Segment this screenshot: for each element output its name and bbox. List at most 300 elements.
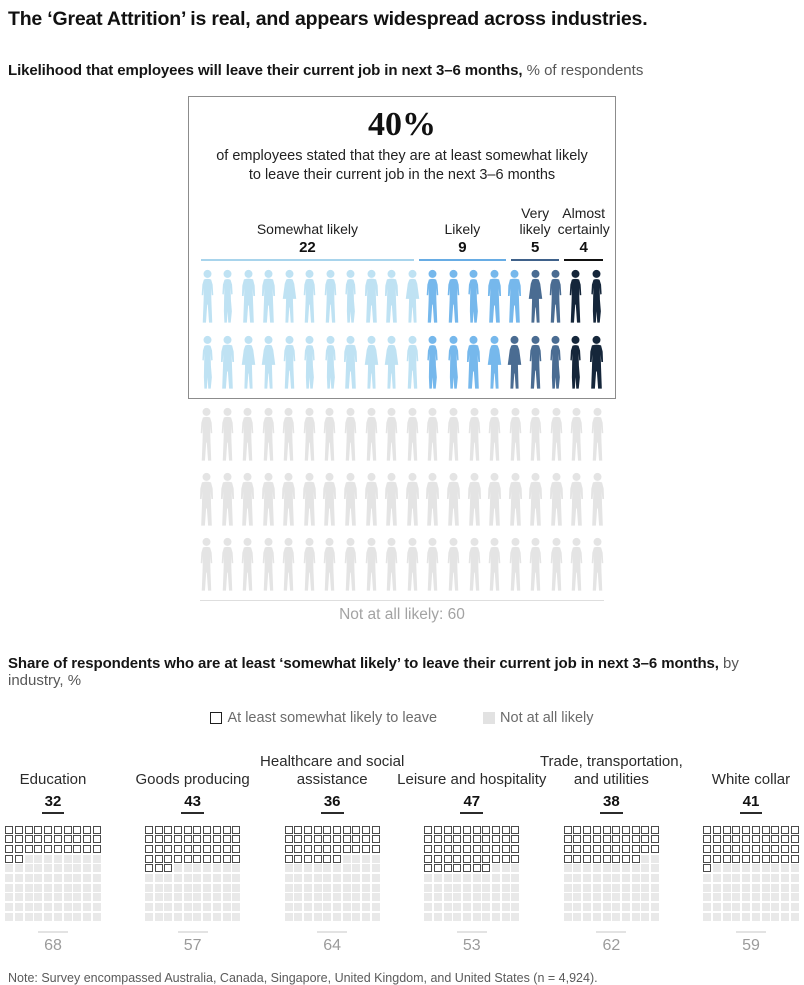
waffle-cell-likely	[713, 855, 721, 863]
waffle-cell-not-likely	[762, 864, 770, 872]
waffle-cell-not-likely	[73, 874, 81, 882]
person-icon	[465, 406, 484, 464]
person-icon	[280, 334, 299, 392]
waffle-cell-not-likely	[434, 913, 442, 921]
waffle-cell-not-likely	[791, 893, 799, 901]
waffle-cell-likely	[155, 845, 163, 853]
waffle-cell-not-likely	[314, 903, 322, 911]
waffle-cell-not-likely	[713, 874, 721, 882]
waffle-cell-not-likely	[25, 903, 33, 911]
waffle-cell-not-likely	[612, 893, 620, 901]
waffle-cell-not-likely	[155, 893, 163, 901]
industry-not-likely-value: 59	[742, 936, 760, 954]
waffle-cell-not-likely	[372, 913, 380, 921]
waffle-cell-likely	[453, 835, 461, 843]
category-value: 9	[458, 238, 467, 256]
waffle-cell-not-likely	[511, 874, 519, 882]
waffle-cell-likely	[232, 845, 240, 853]
waffle-cell-likely	[593, 845, 601, 853]
waffle-cell-likely	[752, 835, 760, 843]
person-icon	[320, 471, 339, 529]
waffle-cell-not-likely	[781, 893, 789, 901]
waffle-cell-not-likely	[453, 893, 461, 901]
person-icon	[218, 268, 237, 326]
waffle-grid	[145, 826, 240, 921]
waffle-cell-likely	[703, 855, 711, 863]
waffle-cell-likely	[791, 845, 799, 853]
waffle-cell-not-likely	[703, 893, 711, 901]
waffle-cell-not-likely	[723, 893, 731, 901]
waffle-cell-not-likely	[193, 864, 201, 872]
category-label: Very likely	[519, 205, 551, 237]
industry-column-goods-producing	[135, 750, 250, 955]
person-icon	[506, 536, 525, 594]
waffle-cell-not-likely	[573, 903, 581, 911]
waffle-cell-not-likely	[203, 893, 211, 901]
waffle-cell-likely	[482, 826, 490, 834]
person-icon	[403, 268, 422, 326]
person-icon	[526, 406, 545, 464]
waffle-cell-not-likely	[473, 893, 481, 901]
waffle-cell-not-likely	[232, 893, 240, 901]
waffle-cell-not-likely	[174, 903, 182, 911]
waffle-cell-not-likely	[632, 864, 640, 872]
waffle-cell-not-likely	[511, 913, 519, 921]
waffle-cell-not-likely	[564, 884, 572, 892]
waffle-cell-not-likely	[285, 903, 293, 911]
person-icon	[259, 406, 278, 464]
waffle-cell-likely	[603, 855, 611, 863]
waffle-cell-not-likely	[444, 913, 452, 921]
industry-column-healthcare-and-social-assistance	[260, 750, 405, 955]
waffle-cell-likely	[174, 826, 182, 834]
waffle-cell-not-likely	[323, 893, 331, 901]
waffle-cell-likely	[511, 835, 519, 843]
waffle-cell-not-likely	[752, 903, 760, 911]
waffle-cell-not-likely	[314, 874, 322, 882]
waffle-legend	[0, 710, 804, 726]
waffle-cell-not-likely	[771, 874, 779, 882]
waffle-cell-not-likely	[333, 903, 341, 911]
waffle-cell-not-likely	[83, 903, 91, 911]
waffle-cell-likely	[781, 845, 789, 853]
waffle-cell-not-likely	[352, 864, 360, 872]
person-icon	[547, 406, 566, 464]
waffle-cell-not-likely	[193, 893, 201, 901]
waffle-cell-likely	[791, 835, 799, 843]
waffle-cell-not-likely	[762, 884, 770, 892]
waffle-cell-not-likely	[612, 874, 620, 882]
waffle-cell-likely	[771, 835, 779, 843]
waffle-cell-not-likely	[323, 884, 331, 892]
waffle-cell-not-likely	[603, 913, 611, 921]
waffle-cell-likely	[193, 826, 201, 834]
waffle-cell-not-likely	[573, 884, 581, 892]
waffle-cell-not-likely	[34, 864, 42, 872]
waffle-cell-likely	[593, 835, 601, 843]
likelihood-callout-box	[188, 96, 616, 399]
person-icon	[567, 536, 586, 594]
waffle-cell-not-likely	[203, 884, 211, 892]
waffle-cell-likely	[213, 835, 221, 843]
waffle-cell-not-likely	[651, 884, 659, 892]
person-icon	[546, 268, 565, 326]
waffle-cell-likely	[362, 826, 370, 834]
waffle-cell-likely	[44, 826, 52, 834]
waffle-cell-likely	[424, 835, 432, 843]
waffle-cell-not-likely	[593, 874, 601, 882]
waffle-cell-not-likely	[5, 913, 13, 921]
waffle-cell-not-likely	[463, 913, 471, 921]
waffle-cell-not-likely	[771, 884, 779, 892]
waffle-cell-likely	[482, 835, 490, 843]
waffle-cell-likely	[603, 845, 611, 853]
waffle-cell-likely	[193, 845, 201, 853]
waffle-cell-likely	[453, 855, 461, 863]
waffle-cell-not-likely	[145, 893, 153, 901]
industry-not-likely-value: 57	[183, 936, 202, 954]
waffle-cell-likely	[314, 835, 322, 843]
waffle-cell-likely	[184, 845, 192, 853]
waffle-cell-not-likely	[632, 874, 640, 882]
waffle-cell-not-likely	[752, 913, 760, 921]
waffle-cell-not-likely	[781, 913, 789, 921]
waffle-cell-likely	[444, 835, 452, 843]
waffle-cell-not-likely	[762, 893, 770, 901]
person-icon	[505, 334, 524, 392]
waffle-cell-likely	[492, 845, 500, 853]
waffle-cell-likely	[502, 835, 510, 843]
waffle-cell-likely	[323, 835, 331, 843]
waffle-cell-not-likely	[603, 874, 611, 882]
waffle-cell-likely	[314, 845, 322, 853]
person-icon	[465, 536, 484, 594]
industry-label: Goods producing	[135, 771, 250, 789]
waffle-cell-likely	[482, 855, 490, 863]
waffle-cell-likely	[492, 855, 500, 863]
waffle-cell-likely	[632, 835, 640, 843]
waffle-cell-not-likely	[5, 903, 13, 911]
category-value: 5	[530, 238, 540, 256]
waffle-cell-likely	[424, 855, 432, 863]
waffle-grid	[564, 826, 659, 921]
waffle-cell-not-likely	[304, 864, 312, 872]
waffle-cell-likely	[203, 855, 211, 863]
waffle-cell-not-likely	[492, 903, 500, 911]
waffle-cell-likely	[732, 835, 740, 843]
industry-bottom-divider	[178, 931, 208, 933]
waffle-cell-likely	[564, 826, 572, 834]
waffle-cell-not-likely	[723, 913, 731, 921]
waffle-cell-likely	[434, 826, 442, 834]
waffle-cell-likely	[703, 845, 711, 853]
person-icon	[362, 334, 381, 392]
waffle-cell-not-likely	[713, 913, 721, 921]
waffle-cell-not-likely	[732, 903, 740, 911]
waffle-cell-not-likely	[564, 864, 572, 872]
waffle-cell-likely	[145, 845, 153, 853]
waffle-cell-likely	[781, 835, 789, 843]
waffle-cell-not-likely	[333, 913, 341, 921]
waffle-cell-not-likely	[323, 864, 331, 872]
waffle-cell-not-likely	[145, 874, 153, 882]
waffle-cell-not-likely	[752, 864, 760, 872]
person-icon	[465, 471, 484, 529]
waffle-cell-not-likely	[155, 913, 163, 921]
waffle-cell-not-likely	[713, 884, 721, 892]
waffle-cell-not-likely	[742, 903, 750, 911]
person-icon	[300, 334, 319, 392]
industry-not-likely-value: 64	[323, 936, 342, 954]
legend-label: At least somewhat likely to leave	[227, 709, 438, 726]
waffle-cell-likely	[453, 826, 461, 834]
waffle-cell-likely	[723, 835, 731, 843]
chart2-heading-light: by industry, %	[8, 654, 739, 689]
person-icon	[547, 471, 566, 529]
waffle-cell-likely	[453, 864, 461, 872]
waffle-cell-not-likely	[762, 874, 770, 882]
waffle-cell-likely	[463, 835, 471, 843]
industry-likely-value: 32	[42, 793, 65, 814]
waffle-cell-likely	[164, 864, 172, 872]
waffle-grid	[5, 826, 100, 921]
waffle-cell-likely	[223, 835, 231, 843]
waffle-cell-not-likely	[343, 864, 351, 872]
waffle-cell-not-likely	[34, 855, 42, 863]
waffle-cell-not-likely	[333, 884, 341, 892]
waffle-cell-not-likely	[44, 903, 52, 911]
waffle-cell-likely	[372, 826, 380, 834]
waffle-cell-likely	[612, 855, 620, 863]
waffle-cell-likely	[323, 855, 331, 863]
waffle-cell-likely	[5, 845, 13, 853]
waffle-cell-likely	[184, 835, 192, 843]
waffle-cell-likely	[304, 826, 312, 834]
waffle-cell-not-likely	[732, 864, 740, 872]
waffle-cell-not-likely	[492, 884, 500, 892]
waffle-cell-not-likely	[444, 903, 452, 911]
waffle-cell-likely	[25, 845, 33, 853]
waffle-cell-not-likely	[424, 884, 432, 892]
waffle-cell-not-likely	[651, 874, 659, 882]
not-at-all-likely-figures	[197, 406, 607, 595]
waffle-cell-not-likely	[603, 903, 611, 911]
waffle-cell-likely	[174, 835, 182, 843]
person-icon	[382, 406, 401, 464]
person-icon	[506, 406, 525, 464]
waffle-cell-likely	[573, 826, 581, 834]
waffle-cell-likely	[5, 855, 13, 863]
waffle-cell-not-likely	[294, 893, 302, 901]
waffle-cell-not-likely	[5, 874, 13, 882]
waffle-cell-not-likely	[15, 874, 23, 882]
waffle-cell-not-likely	[203, 913, 211, 921]
waffle-cell-not-likely	[352, 903, 360, 911]
waffle-cell-not-likely	[742, 893, 750, 901]
person-icon	[279, 406, 298, 464]
waffle-cell-not-likely	[145, 903, 153, 911]
waffle-cell-likely	[25, 835, 33, 843]
waffle-cell-not-likely	[54, 913, 62, 921]
waffle-cell-likely	[492, 835, 500, 843]
waffle-cell-not-likely	[64, 913, 72, 921]
person-icon	[197, 406, 216, 464]
waffle-cell-not-likely	[193, 884, 201, 892]
waffle-cell-likely	[762, 826, 770, 834]
waffle-cell-not-likely	[44, 884, 52, 892]
person-icon	[362, 471, 381, 529]
waffle-cell-not-likely	[304, 913, 312, 921]
waffle-cell-likely	[742, 845, 750, 853]
waffle-cell-not-likely	[771, 893, 779, 901]
waffle-cell-not-likely	[73, 903, 81, 911]
waffle-cell-likely	[453, 845, 461, 853]
waffle-cell-not-likely	[622, 893, 630, 901]
person-icon	[423, 471, 442, 529]
person-icon	[444, 536, 463, 594]
waffle-cell-likely	[713, 826, 721, 834]
waffle-cell-not-likely	[593, 864, 601, 872]
waffle-cell-not-likely	[612, 903, 620, 911]
person-icon	[485, 334, 504, 392]
person-icon	[423, 406, 442, 464]
person-icon	[382, 536, 401, 594]
waffle-cell-not-likely	[573, 913, 581, 921]
waffle-cell-not-likely	[223, 884, 231, 892]
waffle-cell-not-likely	[155, 874, 163, 882]
waffle-cell-not-likely	[492, 913, 500, 921]
waffle-cell-not-likely	[641, 864, 649, 872]
person-icon	[341, 536, 360, 594]
waffle-cell-likely	[762, 835, 770, 843]
waffle-cell-not-likely	[64, 884, 72, 892]
waffle-cell-not-likely	[372, 903, 380, 911]
category-labels-row	[198, 205, 610, 260]
waffle-cell-not-likely	[771, 903, 779, 911]
waffle-cell-likely	[54, 826, 62, 834]
person-icon	[218, 536, 237, 594]
not-likely-swatch-icon	[483, 712, 495, 724]
person-icon	[320, 406, 339, 464]
waffle-cell-not-likely	[713, 864, 721, 872]
industry-bottom-divider	[457, 931, 487, 933]
waffle-cell-likely	[612, 835, 620, 843]
waffle-cell-likely	[333, 845, 341, 853]
waffle-cell-likely	[174, 855, 182, 863]
waffle-cell-not-likely	[762, 903, 770, 911]
person-icon	[423, 268, 442, 326]
waffle-cell-not-likely	[93, 864, 101, 872]
waffle-cell-not-likely	[771, 913, 779, 921]
waffle-cell-likely	[434, 845, 442, 853]
waffle-cell-not-likely	[583, 903, 591, 911]
waffle-cell-not-likely	[93, 874, 101, 882]
person-icon	[506, 471, 525, 529]
person-icon	[362, 268, 381, 326]
waffle-cell-not-likely	[492, 893, 500, 901]
waffle-cell-not-likely	[444, 874, 452, 882]
waffle-cell-not-likely	[314, 893, 322, 901]
chart1-heading	[8, 62, 796, 79]
waffle-cell-not-likely	[603, 884, 611, 892]
waffle-cell-not-likely	[343, 893, 351, 901]
waffle-cell-not-likely	[314, 884, 322, 892]
waffle-cell-not-likely	[73, 884, 81, 892]
waffle-cell-not-likely	[424, 893, 432, 901]
industry-column-trade-transportation-and-utilities	[539, 750, 683, 955]
waffle-cell-not-likely	[791, 884, 799, 892]
waffle-cell-not-likely	[713, 893, 721, 901]
waffle-cell-not-likely	[323, 913, 331, 921]
waffle-cell-not-likely	[632, 903, 640, 911]
waffle-cell-not-likely	[54, 884, 62, 892]
waffle-cell-not-likely	[651, 913, 659, 921]
waffle-cell-not-likely	[145, 884, 153, 892]
waffle-cell-not-likely	[25, 855, 33, 863]
waffle-cell-not-likely	[223, 903, 231, 911]
waffle-cell-likely	[473, 845, 481, 853]
waffle-cell-not-likely	[641, 903, 649, 911]
waffle-cell-likely	[213, 845, 221, 853]
waffle-cell-not-likely	[573, 864, 581, 872]
waffle-cell-likely	[502, 855, 510, 863]
waffle-cell-not-likely	[651, 903, 659, 911]
waffle-cell-not-likely	[54, 855, 62, 863]
person-icon	[588, 536, 607, 594]
waffle-cell-likely	[463, 855, 471, 863]
waffle-cell-likely	[314, 855, 322, 863]
waffle-grid	[703, 826, 798, 921]
waffle-cell-not-likely	[502, 874, 510, 882]
waffle-cell-not-likely	[44, 874, 52, 882]
waffle-cell-likely	[294, 855, 302, 863]
person-icon	[505, 268, 524, 326]
waffle-cell-likely	[651, 845, 659, 853]
waffle-cell-likely	[732, 855, 740, 863]
page-title: The ‘Great Attrition’ is real, and appears widespread across industries.	[8, 8, 648, 30]
waffle-cell-likely	[15, 845, 23, 853]
waffle-cell-not-likely	[285, 874, 293, 882]
waffle-cell-likely	[723, 826, 731, 834]
waffle-cell-not-likely	[612, 884, 620, 892]
waffle-cell-not-likely	[583, 893, 591, 901]
waffle-cell-not-likely	[294, 864, 302, 872]
waffle-cell-likely	[583, 855, 591, 863]
waffle-cell-likely	[444, 845, 452, 853]
waffle-cell-likely	[444, 855, 452, 863]
waffle-cell-likely	[473, 835, 481, 843]
waffle-cell-likely	[294, 826, 302, 834]
person-icon	[526, 268, 545, 326]
waffle-cell-not-likely	[343, 913, 351, 921]
waffle-cell-likely	[424, 845, 432, 853]
waffle-cell-not-likely	[723, 903, 731, 911]
waffle-cell-not-likely	[213, 884, 221, 892]
waffle-cell-not-likely	[781, 874, 789, 882]
waffle-cell-likely	[593, 826, 601, 834]
waffle-cell-not-likely	[25, 893, 33, 901]
waffle-cell-not-likely	[232, 903, 240, 911]
person-icon	[485, 536, 504, 594]
waffle-cell-likely	[473, 855, 481, 863]
waffle-cell-likely	[223, 845, 231, 853]
waffle-cell-likely	[511, 845, 519, 853]
waffle-cell-not-likely	[54, 903, 62, 911]
waffle-cell-not-likely	[573, 874, 581, 882]
waffle-cell-not-likely	[44, 913, 52, 921]
waffle-cell-not-likely	[752, 874, 760, 882]
waffle-cell-likely	[771, 855, 779, 863]
